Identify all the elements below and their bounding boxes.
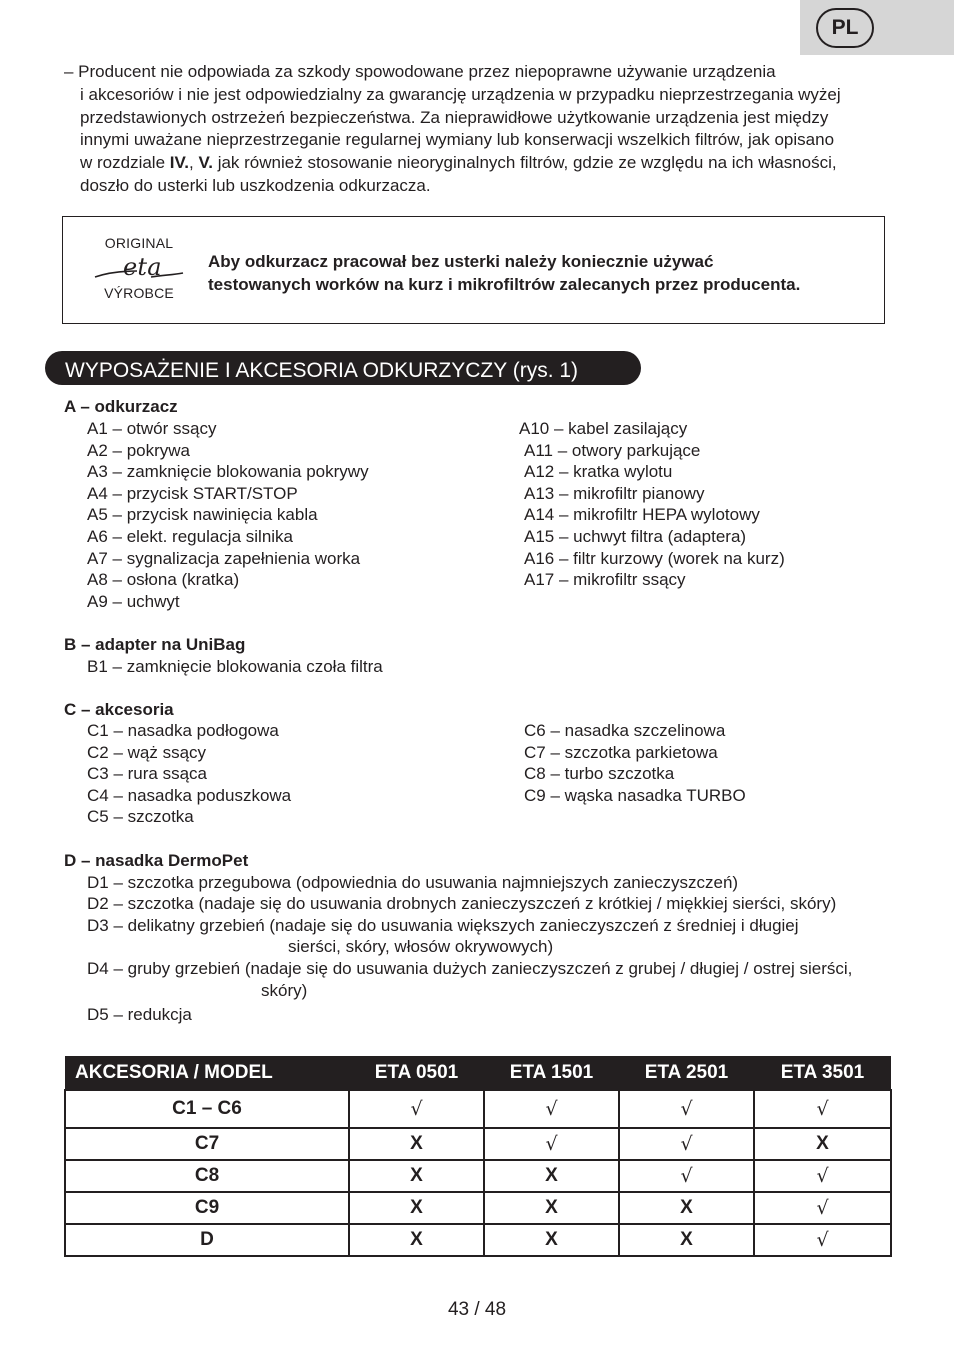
list-item: A10 – kabel zasilający bbox=[519, 419, 688, 438]
table-cell: √ bbox=[484, 1128, 619, 1160]
table-cell: √ bbox=[754, 1090, 891, 1128]
list-item: A14 – mikrofiltr HEPA wylotowy bbox=[524, 505, 760, 525]
logo-brand-text: eta bbox=[123, 253, 162, 281]
row-label: C9 bbox=[65, 1192, 349, 1224]
notice-line: Aby odkurzacz pracował bez usterki należy koniecznie używać bbox=[208, 252, 714, 271]
table-row bbox=[65, 1160, 891, 1192]
list-item: D1 – szczotka przegubowa (odpowiednia do usuwania najmniejszych zanieczyszczeń) bbox=[87, 873, 739, 892]
table-row bbox=[65, 1192, 891, 1224]
table-cell: X bbox=[754, 1128, 891, 1160]
intro-line: – Producent nie odpowiada za szkody spowodowane przez niepoprawne używanie urządzenia bbox=[64, 62, 776, 81]
list-item-continuation: sierści, skóry, włosów okrywowych) bbox=[288, 937, 554, 956]
page-number: 43 / 48 bbox=[447, 1299, 507, 1320]
column-header: ETA 1501 bbox=[484, 1056, 619, 1090]
intro-text: , bbox=[189, 153, 199, 173]
table-cell: X bbox=[619, 1192, 754, 1224]
list-item: A17 – mikrofiltr ssący bbox=[524, 570, 686, 590]
list-item: A13 – mikrofiltr pianowy bbox=[524, 483, 705, 503]
row-label: C7 bbox=[65, 1128, 349, 1160]
table-cell: √ bbox=[754, 1224, 891, 1256]
table-cell: √ bbox=[619, 1090, 754, 1128]
intro-text: w rozdziale bbox=[80, 153, 170, 173]
intro-line bbox=[64, 152, 904, 175]
table-cell: √ bbox=[619, 1160, 754, 1192]
list-item: C4 – nasadka poduszkowa bbox=[87, 785, 292, 805]
list-item: D3 – delikatny grzebień (nadaje się do usuwania większych zanieczyszczeń z średniej i długiej bbox=[87, 916, 799, 935]
language-badge: PL bbox=[816, 8, 874, 48]
list-item: A11 – otwory parkujące bbox=[524, 440, 701, 460]
list-item: A6 – elekt. regulacja silnika bbox=[87, 526, 294, 546]
row-label: C1 – C6 bbox=[65, 1090, 349, 1128]
list-item: A5 – przycisk nawinięcia kabla bbox=[87, 505, 318, 525]
group-a-right-list bbox=[519, 418, 785, 591]
table-header-row bbox=[65, 1056, 891, 1090]
table-cell: √ bbox=[754, 1160, 891, 1192]
list-item: D2 – szczotka (nadaje się do usuwania drobnych zanieczyszczeń z krótkiej / miękkiej sierści, skóry) bbox=[87, 894, 837, 913]
intro-line: doszło do usterki lub uszkodzenia odkurzacza. bbox=[80, 175, 431, 195]
row-label: C8 bbox=[65, 1160, 349, 1192]
list-item: C7 – szczotka parkietowa bbox=[524, 742, 718, 762]
intro-line: i akcesoriów i nie jest odpowiedzialny za gwarancję urządzenia w przypadku nieprzestrzegania wyżej bbox=[80, 84, 841, 104]
list-item: A9 – uchwyt bbox=[87, 591, 180, 611]
logo-bottom-text: VÝROBCE bbox=[104, 285, 174, 301]
list-item: C1 – nasadka podłogowa bbox=[87, 721, 279, 740]
row-label: D bbox=[65, 1224, 349, 1256]
notice-text bbox=[208, 250, 800, 296]
group-b-title: B – adapter na UniBag bbox=[64, 635, 246, 654]
list-item: A2 – pokrywa bbox=[87, 440, 190, 460]
notice-line: testowanych worków na kurz i mikrofiltrów zalecanych przez producenta. bbox=[208, 275, 801, 294]
table-row bbox=[65, 1128, 891, 1160]
list-item: A8 – osłona (kratka) bbox=[87, 570, 240, 590]
eta-original-logo bbox=[91, 235, 187, 301]
table-row bbox=[65, 1090, 891, 1128]
logo-top-text: ORIGINAL bbox=[104, 235, 174, 251]
group-a-left-list bbox=[87, 418, 369, 612]
group-a-title: A – odkurzacz bbox=[64, 397, 178, 416]
table-cell: X bbox=[349, 1224, 484, 1256]
list-item: A1 – otwór ssący bbox=[87, 419, 217, 438]
list-item: A4 – przycisk START/STOP bbox=[87, 483, 298, 503]
table-cell: √ bbox=[754, 1192, 891, 1224]
list-item: C2 – wąż ssący bbox=[87, 742, 207, 762]
list-item: C8 – turbo szczotka bbox=[524, 764, 675, 784]
list-item: A3 – zamknięcie blokowania pokrywy bbox=[87, 462, 369, 482]
intro-line: przedstawionych ostrzeżeń bezpieczeństwa. Za nieprawidłowe użytkowanie urządzenia jest między bbox=[80, 107, 829, 127]
list-item: C5 – szczotka bbox=[87, 807, 194, 827]
group-c-right-list bbox=[524, 720, 746, 806]
list-item: D4 – gruby grzebień (nadaje się do usuwania dużych zanieczyszczeń z grubej / długiej / ostrej sierści, bbox=[87, 959, 853, 978]
table-cell: X bbox=[349, 1160, 484, 1192]
list-item: C9 – wąska nasadka TURBO bbox=[524, 785, 746, 805]
table-cell: √ bbox=[619, 1128, 754, 1160]
column-header: AKCESORIA / MODEL bbox=[65, 1056, 349, 1090]
column-header: ETA 3501 bbox=[754, 1056, 891, 1090]
column-header: ETA 0501 bbox=[349, 1056, 484, 1090]
table-row bbox=[65, 1224, 891, 1256]
table-cell: X bbox=[349, 1192, 484, 1224]
table-cell: X bbox=[349, 1128, 484, 1160]
list-item: A15 – uchwyt filtra (adaptera) bbox=[524, 526, 747, 546]
table-cell: X bbox=[619, 1224, 754, 1256]
list-item: D5 – redukcja bbox=[87, 1005, 192, 1024]
intro-paragraph bbox=[64, 61, 904, 198]
list-item: A7 – sygnalizacja zapełnienia worka bbox=[87, 548, 361, 568]
list-item: B1 – zamknięcie blokowania czoła filtra bbox=[87, 657, 383, 676]
group-c-title: C – akcesoria bbox=[64, 700, 174, 719]
group-c-left-list bbox=[87, 720, 291, 828]
column-header: ETA 2501 bbox=[619, 1056, 754, 1090]
intro-text: jak również stosowanie nieoryginalnych filtrów, gdzie ze względu na ich własności, bbox=[212, 153, 837, 173]
table-cell: X bbox=[484, 1192, 619, 1224]
intro-line: innymi uważane nieprzestrzeganie regularnej wymiany lub konserwacji wszelkich filtrów, jak opisano bbox=[80, 130, 835, 150]
list-item: C3 – rura ssąca bbox=[87, 764, 207, 784]
list-item: A12 – kratka wylotu bbox=[524, 462, 673, 482]
list-item-continuation: skóry) bbox=[261, 981, 308, 1000]
group-b-list bbox=[87, 656, 383, 678]
language-tab bbox=[800, 0, 954, 55]
group-d-title: D – nasadka DermoPet bbox=[64, 851, 249, 870]
chapter-ref-v: V. bbox=[198, 153, 213, 173]
eta-brand-icon bbox=[93, 253, 185, 285]
list-item: C6 – nasadka szczelinowa bbox=[524, 721, 726, 740]
original-parts-notice bbox=[62, 216, 885, 324]
table-cell: √ bbox=[484, 1090, 619, 1128]
table-cell: X bbox=[484, 1160, 619, 1192]
chapter-ref-iv: IV. bbox=[169, 153, 189, 173]
table-cell: X bbox=[484, 1224, 619, 1256]
table-cell: √ bbox=[349, 1090, 484, 1128]
list-item: A16 – filtr kurzowy (worek na kurz) bbox=[524, 548, 785, 568]
section-header: WYPOSAŻENIE I AKCESORIA ODKURZYCZY (rys. 1) bbox=[45, 351, 641, 385]
model-compatibility-table bbox=[64, 1056, 892, 1257]
